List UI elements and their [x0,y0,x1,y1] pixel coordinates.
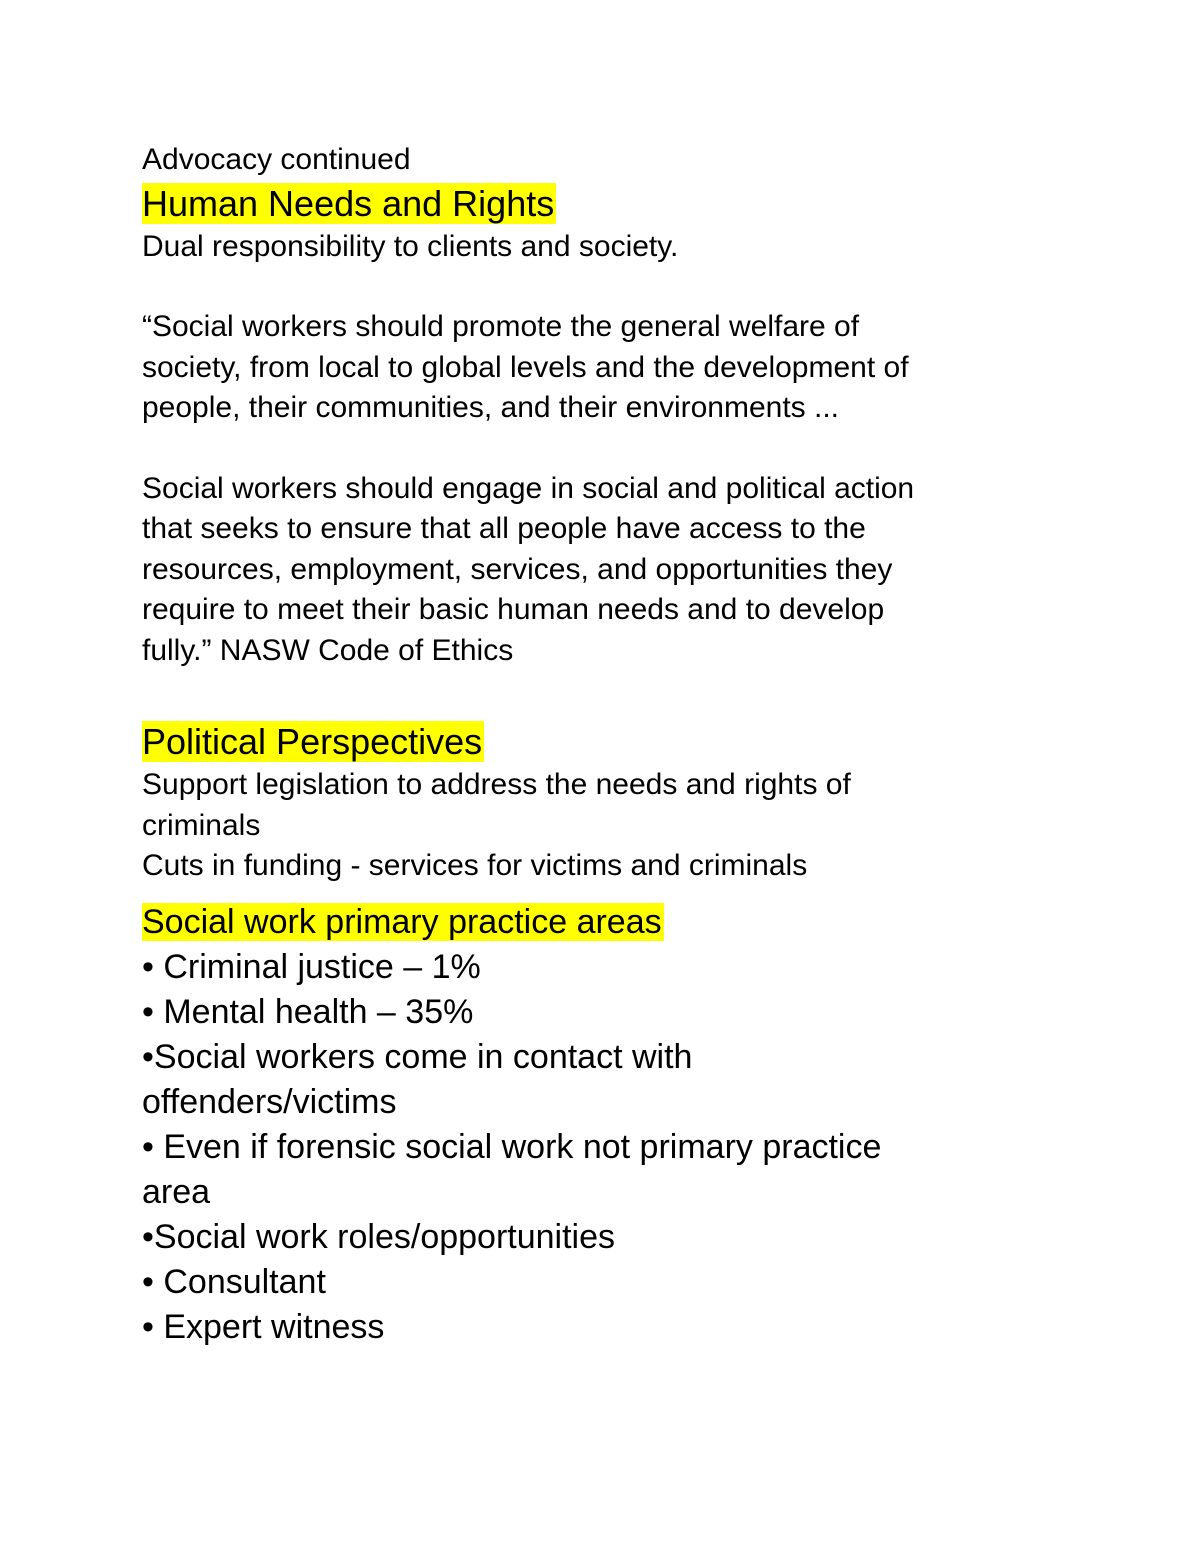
spacer [142,671,1142,719]
quote2-line: Social workers should engage in social and political action [142,471,915,505]
spacer [142,429,1142,469]
spacer [142,887,1142,899]
quote1-line: people, their communities, and their environments ... [142,391,840,424]
list-item: •Social work roles/opportunities [142,1217,616,1256]
quote-paragraph-2 [142,469,1142,672]
dual-responsibility-line: Dual responsibility to clients and society. [142,229,679,263]
list-item: • Even if forensic social work not primary practice [142,1127,882,1166]
list-item: offenders/victims [142,1082,397,1121]
list-item: •Social workers come in contact with [142,1037,693,1076]
list-item: • Expert witness [142,1307,385,1346]
heading-human-needs-text: Human Needs and Rights [142,182,555,224]
political-line: Cuts in funding - services for victims and criminals [142,849,808,882]
political-line: criminals [142,808,261,842]
heading-practice-areas-text: Social work primary practice areas [142,902,662,941]
heading-political-perspectives [142,719,1142,765]
spacer [142,267,1142,307]
quote2-line: fully.” NASW Code of Ethics [142,633,514,667]
heading-human-needs [142,181,1142,227]
practice-areas-list [142,945,1142,1350]
list-item: • Consultant [142,1262,326,1301]
document-page [142,140,1142,1350]
list-item: • Mental health – 35% [142,992,474,1031]
heading-political-perspectives-text: Political Perspectives [142,721,483,762]
heading-practice-areas [142,899,1142,945]
intro-line: Advocacy continued [142,143,411,176]
quote1-line: society, from local to global levels and the development of [142,350,909,384]
list-item: • Criminal justice – 1% [142,947,481,986]
list-item: area [142,1172,211,1211]
political-line: Support legislation to address the needs and rights of [142,768,851,801]
quote2-line: that seeks to ensure that all people have access to the [142,512,866,545]
political-paragraph [142,765,1142,887]
quote2-line: require to meet their basic human needs and to develop [142,593,885,626]
quote-paragraph-1 [142,307,1142,429]
quote1-line: “Social workers should promote the general welfare of [142,310,860,343]
quote2-line: resources, employment, services, and opportunities they [142,552,893,586]
